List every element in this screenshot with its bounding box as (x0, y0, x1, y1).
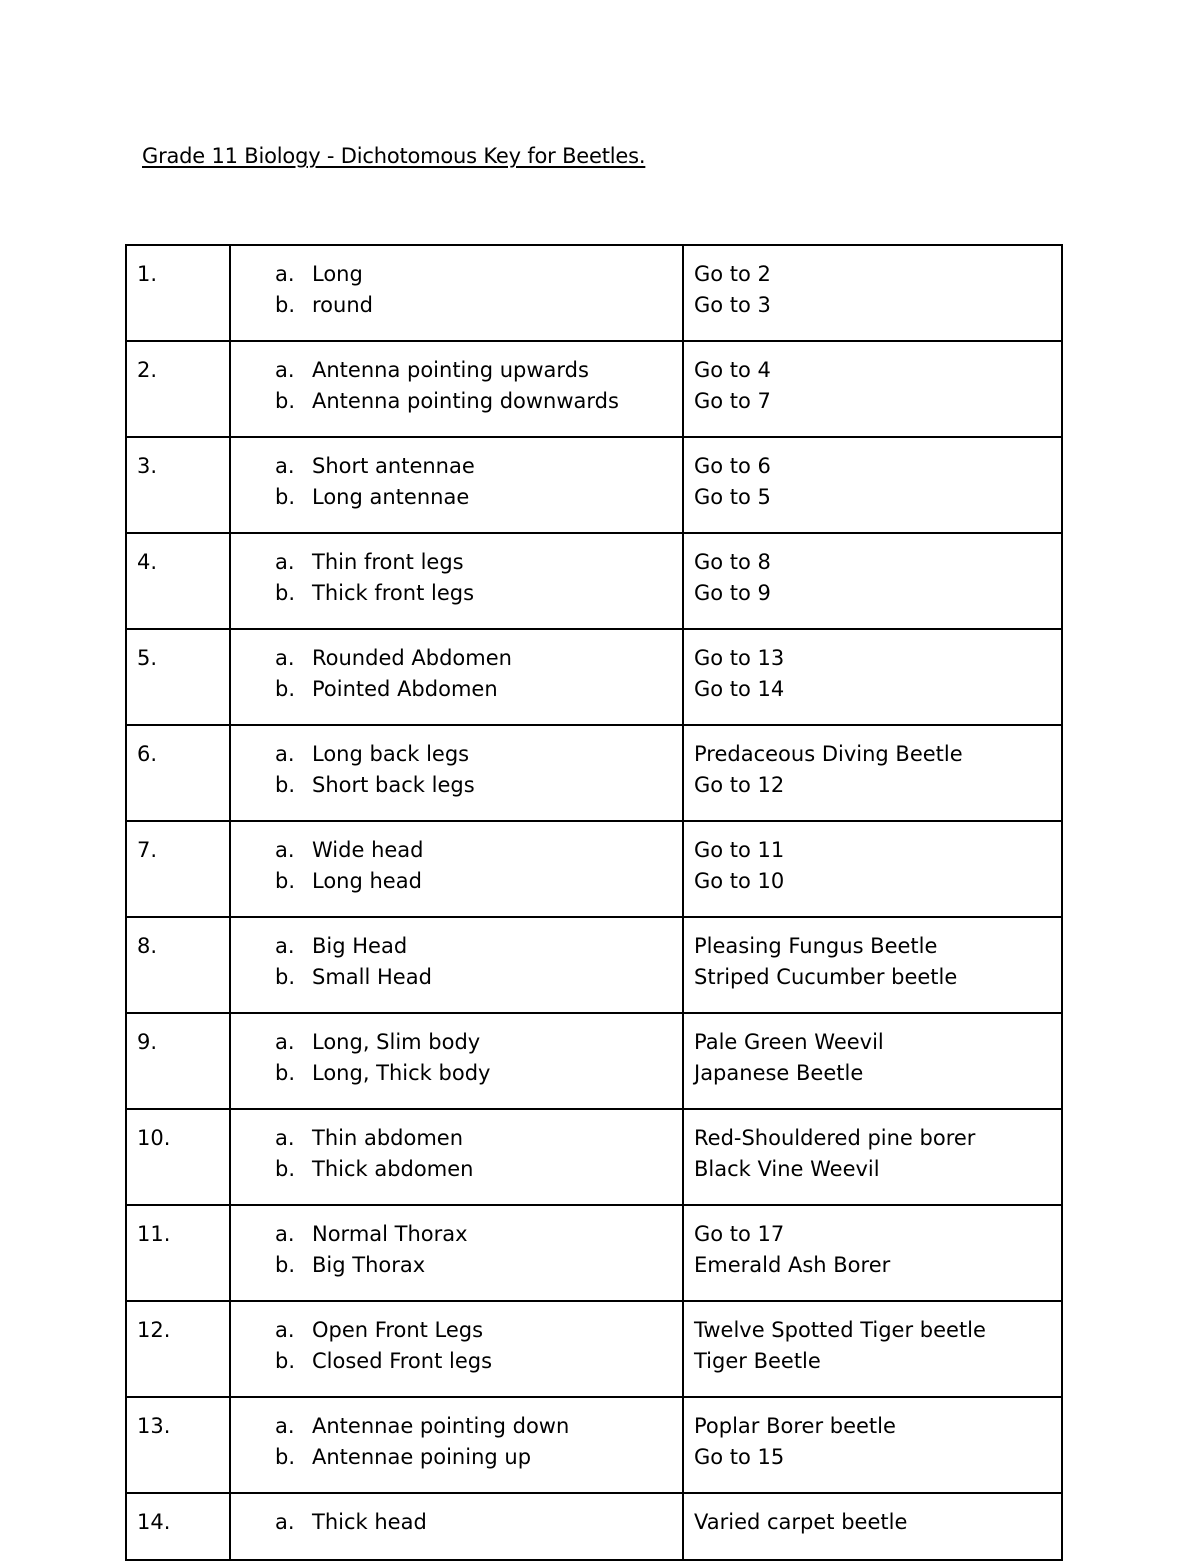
result-text: Red-Shouldered pine borer (694, 1126, 976, 1150)
options-cell (230, 245, 683, 341)
option-text: Long, Slim body (312, 1030, 481, 1054)
option-line (275, 739, 682, 770)
option-text: Wide head (312, 838, 424, 862)
key-row (126, 1013, 1062, 1109)
option-line (275, 770, 682, 801)
option-line (275, 386, 682, 417)
result-text: Go to 10 (694, 869, 785, 893)
option-text: Big Thorax (312, 1253, 426, 1277)
option-line (275, 547, 682, 578)
result-text: Go to 11 (694, 838, 785, 862)
key-row (126, 1493, 1062, 1560)
option-line (275, 1442, 682, 1473)
option-line (275, 1411, 682, 1442)
option-text: Normal Thorax (312, 1222, 468, 1246)
option-line (275, 962, 682, 993)
step-number: 8. (126, 917, 230, 1013)
option-text: Antennae poining up (312, 1445, 532, 1469)
key-row (126, 533, 1062, 629)
option-letter: b. (275, 773, 296, 797)
option-line (275, 1346, 682, 1377)
results-cell (683, 725, 1062, 821)
step-number: 13. (126, 1397, 230, 1493)
key-row (126, 821, 1062, 917)
options-cell (230, 341, 683, 437)
step-number: 6. (126, 725, 230, 821)
option-letter: a. (275, 934, 295, 958)
options-cell (230, 1109, 683, 1205)
option-letter: b. (275, 581, 296, 605)
option-letter: a. (275, 1318, 295, 1342)
option-letter: a. (275, 1510, 295, 1534)
option-text: Thick abdomen (312, 1157, 474, 1181)
page-title: Grade 11 Biology - Dichotomous Key for Beetles. (142, 144, 646, 168)
option-text: Thick front legs (312, 581, 475, 605)
option-text: Pointed Abdomen (312, 677, 498, 701)
option-text: Short back legs (312, 773, 475, 797)
option-letter: a. (275, 550, 295, 574)
results-cell (683, 821, 1062, 917)
option-text: round (312, 293, 373, 317)
option-letter: b. (275, 677, 296, 701)
results-cell (683, 1397, 1062, 1493)
option-line (275, 1154, 682, 1185)
result-text: Go to 7 (694, 389, 771, 413)
option-text: Antennae pointing down (312, 1414, 570, 1438)
result-text: Emerald Ash Borer (694, 1253, 891, 1277)
results-cell (683, 1493, 1062, 1560)
option-line (275, 866, 682, 897)
result-text: Varied carpet beetle (694, 1510, 908, 1534)
results-cell (683, 1301, 1062, 1397)
results-cell (683, 533, 1062, 629)
options-cell (230, 917, 683, 1013)
option-text: Long back legs (312, 742, 470, 766)
options-cell (230, 437, 683, 533)
step-number: 14. (126, 1493, 230, 1560)
result-text: Predaceous Diving Beetle (694, 742, 963, 766)
result-text: Go to 17 (694, 1222, 785, 1246)
option-line (275, 355, 682, 386)
option-letter: a. (275, 1126, 295, 1150)
option-letter: b. (275, 1349, 296, 1373)
key-row (126, 1397, 1062, 1493)
key-row (126, 1109, 1062, 1205)
option-text: Thin front legs (312, 550, 464, 574)
option-letter: b. (275, 1061, 296, 1085)
option-line (275, 931, 682, 962)
option-letter: a. (275, 262, 295, 286)
options-cell (230, 629, 683, 725)
key-row (126, 725, 1062, 821)
result-text: Japanese Beetle (694, 1061, 864, 1085)
result-text: Pleasing Fungus Beetle (694, 934, 938, 958)
key-row (126, 1205, 1062, 1301)
result-text: Poplar Borer beetle (694, 1414, 896, 1438)
option-text: Thin abdomen (312, 1126, 464, 1150)
option-line (275, 1123, 682, 1154)
option-letter: b. (275, 1157, 296, 1181)
key-row (126, 245, 1062, 341)
option-text: Antenna pointing downwards (312, 389, 619, 413)
option-letter: b. (275, 1445, 296, 1469)
option-line (275, 451, 682, 482)
result-text: Go to 6 (694, 454, 771, 478)
step-number: 4. (126, 533, 230, 629)
option-letter: b. (275, 869, 296, 893)
option-letter: a. (275, 838, 295, 862)
option-letter: a. (275, 742, 295, 766)
option-letter: b. (275, 485, 296, 509)
key-row (126, 437, 1062, 533)
option-letter: b. (275, 1253, 296, 1277)
step-number: 5. (126, 629, 230, 725)
option-text: Antenna pointing upwards (312, 358, 589, 382)
result-text: Go to 12 (694, 773, 785, 797)
results-cell (683, 245, 1062, 341)
option-text: Long antennae (312, 485, 470, 509)
option-line (275, 259, 682, 290)
key-row (126, 1301, 1062, 1397)
options-cell (230, 1493, 683, 1560)
options-cell (230, 821, 683, 917)
key-row (126, 341, 1062, 437)
options-cell (230, 1013, 683, 1109)
options-cell (230, 533, 683, 629)
option-letter: a. (275, 646, 295, 670)
result-text: Go to 8 (694, 550, 771, 574)
result-text: Go to 3 (694, 293, 771, 317)
options-cell (230, 725, 683, 821)
result-text: Striped Cucumber beetle (694, 965, 958, 989)
option-letter: a. (275, 1414, 295, 1438)
result-text: Go to 4 (694, 358, 771, 382)
option-text: Short antennae (312, 454, 475, 478)
options-cell (230, 1301, 683, 1397)
step-number: 9. (126, 1013, 230, 1109)
results-cell (683, 917, 1062, 1013)
option-letter: a. (275, 1030, 295, 1054)
step-number: 2. (126, 341, 230, 437)
dichotomous-key-table (125, 244, 1063, 1561)
option-line (275, 1507, 682, 1538)
option-text: Thick head (312, 1510, 427, 1534)
option-line (275, 674, 682, 705)
option-text: Open Front Legs (312, 1318, 484, 1342)
option-letter: b. (275, 389, 296, 413)
option-line (275, 643, 682, 674)
option-letter: a. (275, 454, 295, 478)
key-table-body (126, 245, 1062, 1560)
result-text: Go to 14 (694, 677, 785, 701)
option-text: Long head (312, 869, 422, 893)
option-letter: a. (275, 358, 295, 382)
result-text: Go to 2 (694, 262, 771, 286)
results-cell (683, 1205, 1062, 1301)
step-number: 10. (126, 1109, 230, 1205)
option-line (275, 835, 682, 866)
option-text: Small Head (312, 965, 432, 989)
result-text: Go to 13 (694, 646, 785, 670)
result-text: Black Vine Weevil (694, 1157, 880, 1181)
result-text: Go to 15 (694, 1445, 785, 1469)
result-text: Twelve Spotted Tiger beetle (694, 1318, 986, 1342)
option-letter: b. (275, 965, 296, 989)
result-text: Tiger Beetle (694, 1349, 821, 1373)
option-letter: a. (275, 1222, 295, 1246)
option-text: Big Head (312, 934, 408, 958)
option-text: Closed Front legs (312, 1349, 493, 1373)
result-text: Go to 9 (694, 581, 771, 605)
options-cell (230, 1205, 683, 1301)
option-line (275, 1027, 682, 1058)
option-line (275, 1058, 682, 1089)
result-text: Go to 5 (694, 485, 771, 509)
option-text: Rounded Abdomen (312, 646, 512, 670)
results-cell (683, 1013, 1062, 1109)
key-row (126, 629, 1062, 725)
result-text: Pale Green Weevil (694, 1030, 884, 1054)
option-text: Long (312, 262, 363, 286)
option-line (275, 578, 682, 609)
results-cell (683, 341, 1062, 437)
key-row (126, 917, 1062, 1013)
results-cell (683, 1109, 1062, 1205)
options-cell (230, 1397, 683, 1493)
step-number: 11. (126, 1205, 230, 1301)
step-number: 3. (126, 437, 230, 533)
option-line (275, 1315, 682, 1346)
results-cell (683, 437, 1062, 533)
option-letter: b. (275, 293, 296, 317)
step-number: 12. (126, 1301, 230, 1397)
results-cell (683, 629, 1062, 725)
option-line (275, 1250, 682, 1281)
option-line (275, 290, 682, 321)
step-number: 7. (126, 821, 230, 917)
option-line (275, 1219, 682, 1250)
step-number: 1. (126, 245, 230, 341)
option-text: Long, Thick body (312, 1061, 491, 1085)
option-line (275, 482, 682, 513)
